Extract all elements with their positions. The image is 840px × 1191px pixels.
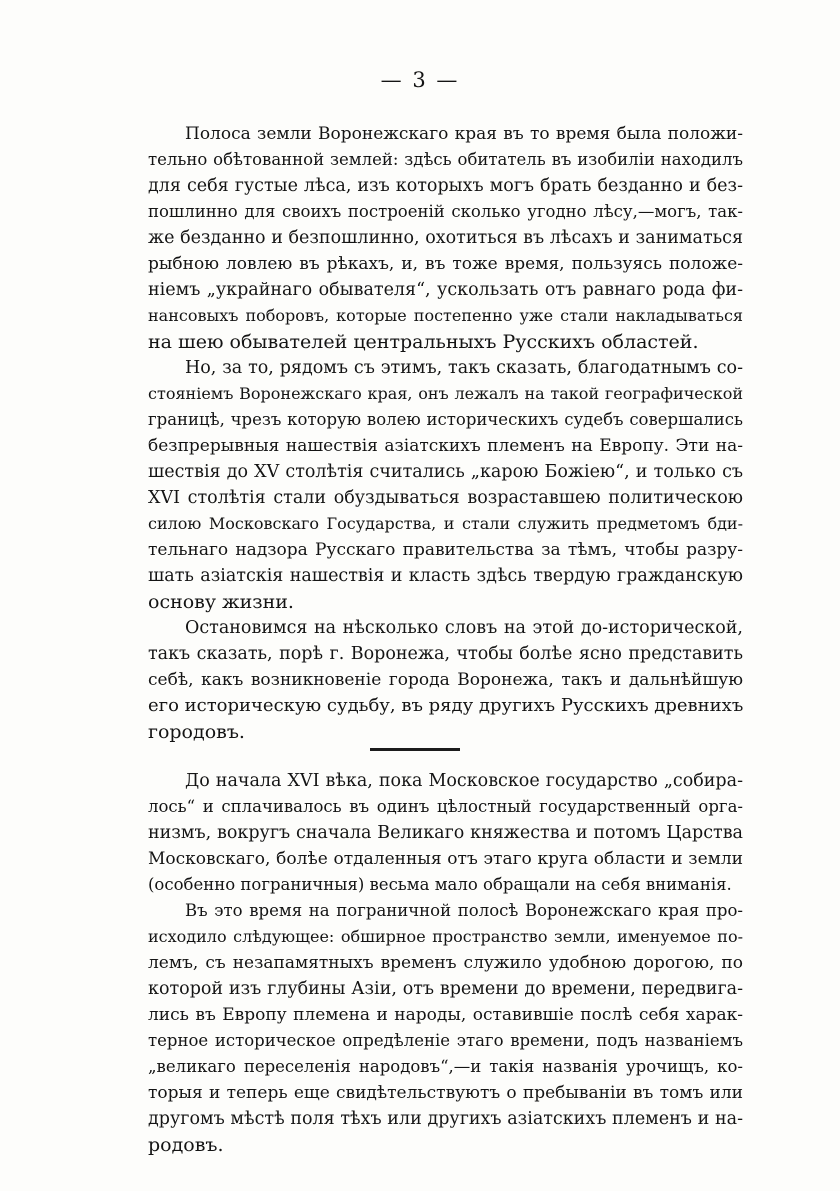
text-line: родовъ. [148, 1134, 224, 1156]
text-line: лись въ Европу племена и народы, оставившіе послѣ себя харак- [148, 1005, 743, 1025]
text-line: лось“ и сплачивалось въ одинъ цѣлостный государственный орга- [148, 797, 743, 816]
text-line: такъ сказать, порѣ г. Воронежа, чтобы болѣе ясно представить [148, 644, 743, 664]
text-line: границѣ, чрезъ которую волею историческихъ судебъ совершались [148, 410, 743, 429]
text-line: его историческую судьбу, въ ряду другихъ Русскихъ древнихъ [148, 695, 744, 716]
text-line: терное историческое опредѣленіе этаго времени, подъ названіемъ [148, 1031, 743, 1050]
text-line: До начала XVI вѣка, пока Московское государство „собира- [185, 771, 743, 791]
page-number: — 3 — [380, 68, 460, 92]
text-line: другомъ мѣстѣ поля тѣхъ или другихъ азіатскихъ племенъ и на- [148, 1109, 743, 1129]
text-line: городовъ. [148, 721, 245, 743]
text-line: на шею обывателей центральныхъ Русскихъ областей. [148, 331, 699, 353]
text-line: торыя и теперь еще свидѣтельствуютъ о пребываніи въ томъ или [148, 1083, 743, 1103]
text-line: безпрерывныя нашествія азіатскихъ племенъ на Европу. Эти на- [148, 436, 743, 456]
text-line: шать азіатскія нашествія и класть здѣсь твердую гражданскую [148, 566, 743, 586]
text-line: себѣ, какъ возникновеніе города Воронежа, такъ и дальнѣйшую [148, 670, 743, 690]
text-line: которой изъ глубины Азіи, отъ времени до времени, передвига- [148, 979, 743, 999]
text-line: нансовыхъ поборовъ, которые постепенно уже стали накладываться [148, 306, 743, 325]
text-line: рыбною ловлею въ рѣкахъ, и, въ тоже время, пользуясь положе- [148, 254, 743, 274]
text-line: „великаго переселенія народовъ“,—и такія названія урочищъ, ко- [148, 1057, 743, 1076]
text-line: Остановимся на нѣсколько словъ на этой до-исторической, [185, 618, 743, 638]
text-line: Но, за то, рядомъ съ этимъ, такъ сказать, благодатнымъ со- [185, 358, 743, 378]
text-line: же безданно и безпошлинно, охотиться въ лѣсахъ и заниматься [148, 228, 743, 248]
text-line: тельнаго надзора Русскаго правительства за тѣмъ, чтобы разру- [148, 540, 743, 560]
text-line: стояніемъ Воронежскаго края, онъ лежалъ на такой географической [148, 384, 743, 403]
text-line: силою Московскаго Государства, и стали служить предметомъ бди- [148, 514, 743, 533]
text-line: тельно обѣтованной землей: здѣсь обитатель въ изобиліи находилъ [148, 150, 743, 169]
text-line: Московскаго, болѣе отдаленныя отъ этаго круга области и земли [148, 849, 743, 869]
text-line: ніемъ „украйнаго обывателя“, ускользать отъ равнаго рода фи- [148, 280, 743, 300]
text-line: пошлинно для своихъ построеній сколько угодно лѣсу,—могъ, так- [148, 202, 743, 221]
section-divider [370, 748, 460, 751]
text-line: лемъ, съ незапамятныхъ временъ служило удобною дорогою, по [148, 953, 743, 973]
text-line: для себя густые лѣса, изъ которыхъ могъ брать безданно и без- [148, 176, 743, 196]
text-line: Въ это время на пограничной полосѣ Воронежскаго края про- [185, 901, 743, 920]
text-line: низмъ, вокругъ сначала Великаго княжества и потомъ Царства [148, 823, 743, 843]
text-line: XVI столѣтія стали обуздываться возраставшею политическою [148, 488, 743, 508]
text-line: Полоса земли Воронежскаго края въ то время была положи- [185, 124, 743, 144]
text-line: шествія до XV столѣтія считались „карою Божіею“, и только съ [148, 462, 743, 482]
text-line: исходило слѣдующее: обширное пространство земли, именуемое по- [148, 927, 743, 946]
text-line: (особенно пограничныя) весьма мало обращали на себя вниманія. [148, 875, 732, 894]
text-line: основу жизни. [148, 591, 294, 613]
